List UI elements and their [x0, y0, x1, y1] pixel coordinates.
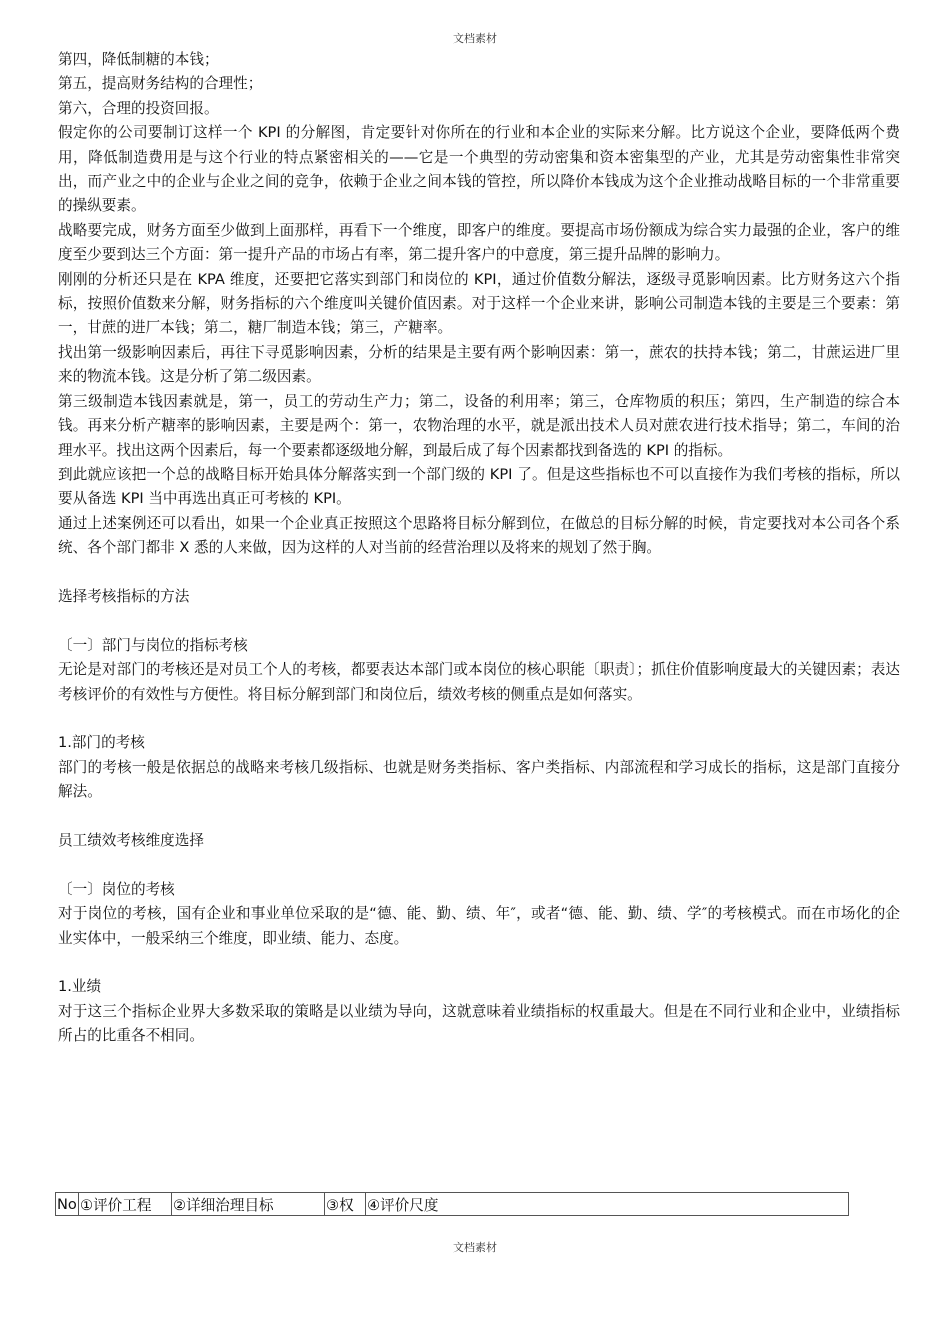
paragraph: 找出第一级影响因素后，再往下寻觅影响因素，分析的结果是主要有两个影响因素：第一，蔗农的扶持本钱；第二，甘蔗运进厂里来的物流本钱。这是分析了第二级因素。 — [58, 343, 900, 386]
paragraph-spacer — [58, 707, 900, 731]
paragraph-spacer — [58, 609, 900, 633]
paragraph: 〔一〕岗位的考核 — [58, 880, 175, 898]
paragraph: 通过上述案例还可以看出，如果一个企业真正按照这个思路将目标分解到位，在做总的目标分解的时候，肯定要找对本公司各个系统、各个部门都非 X 悉的人来做，因为这样的人对当前的经营治理以及将来的规划了然于胸。 — [58, 514, 900, 557]
paragraph-spacer — [58, 805, 900, 829]
paragraph-spacer — [58, 853, 900, 877]
paragraph: 战略要完成，财务方面至少做到上面那样，再看下一个维度，即客户的维度。要提高市场份额成为综合实力最强的企业，客户的维度至少要到达三个方面：第一提升产品的市场占有率，第二提升客户的中意度，第三提升品牌的影响力。 — [58, 221, 900, 264]
paragraph: 刚刚的分析还只是在 KPA 维度，还要把它落实到部门和岗位的 KPI，通过价值数分解法，逐级寻觅影响因素。比方财务这六个指标，按照价值数来分解，财务指标的六个维度叫关键价值因素。对于这样一个企业来讲，影响公司制造本钱的主要是三个要素：第一，甘蔗的进厂本钱；第二，糖厂制造本钱；第三，产糖率。 — [58, 270, 900, 337]
paragraph: 1.部门的考核 — [58, 734, 145, 752]
page-header: 文档素材 — [453, 32, 497, 45]
table-header-no: No — [56, 1193, 79, 1216]
table-header-scale: ④评价尺度 — [366, 1193, 849, 1216]
paragraph: 对于岗位的考核，国有企业和事业单位采取的是“德、能、勤、绩、年″，或者“德、能、勤、绩、学″的考核模式。而在市场化的企业实体中，一般采纳三个维度，即业绩、能力、态度。 — [58, 905, 900, 947]
table-header-item: ①评价工程 — [79, 1193, 172, 1216]
paragraph-spacer — [58, 561, 900, 585]
paragraph: 选择考核指标的方法 — [58, 587, 190, 605]
paragraph: 第五，提高财务结构的合理性； — [58, 75, 263, 93]
paragraph: 第四，降低制糖的本钱； — [58, 51, 219, 68]
document-body — [58, 48, 900, 1049]
paragraph: 假定你的公司要制订这样一个 KPI 的分解图，肯定要针对你所在的行业和本企业的实际来分解。比方说这个企业，要降低两个费用，降低制造费用是与这个行业的特点紧密相关的——它是一个典型的劳动密集和资本密集型的产业，尤其是劳动密集性非常突出，而产业之中的企业与企业之间的竞争，依赖于企业之间本钱的管控，所以降价本钱成为这个企业推动战略目标的一个非常重要的操纵要素。 — [58, 124, 900, 215]
page-footer: 文档素材 — [453, 1241, 497, 1254]
table-header-weight: ③权 — [325, 1193, 366, 1216]
paragraph: 部门的考核一般是依据总的战略来考核几级指标、也就是财务类指标、客户类指标、内部流程和学习成长的指标，这是部门直接分解法。 — [58, 758, 900, 801]
paragraph: 1.业绩 — [58, 978, 102, 996]
table-header-target: ②详细治理目标 — [172, 1193, 325, 1216]
table-header-row — [56, 1193, 849, 1216]
paragraph: 对于这三个指标企业界大多数采取的策略是以业绩为导向，这就意味着业绩指标的权重最大。但是在不同行业和企业中，业绩指标所占的比重各不相同。 — [58, 1002, 900, 1045]
paragraph-spacer — [58, 951, 900, 975]
paragraph: 第六，合理的投资回报。 — [58, 99, 219, 117]
paragraph: 到此就应该把一个总的战略目标开始具体分解落实到一个部门级的 KPI 了。但是这些指标也不可以直接作为我们考核的指标，所以要从备选 KPI 当中再选出真正可考核的 KPI。 — [58, 465, 900, 508]
paragraph: 〔一〕部门与岗位的指标考核 — [58, 636, 248, 654]
criteria-table — [55, 1192, 849, 1216]
paragraph: 无论是对部门的考核还是对员工个人的考核，都要表达本部门或本岗位的核心职能〔职责〕；抓住价值影响度最大的关键因素；表达考核评价的有效性与方便性。将目标分解到部门和岗位后，绩效考核的侧重点是如何落实。 — [58, 661, 900, 703]
criteria-table-wrap — [55, 1192, 849, 1216]
paragraph: 员工绩效考核维度选择 — [58, 831, 204, 849]
paragraph: 第三级制造本钱因素就是，第一，员工的劳动生产力；第二，设备的利用率；第三，仓库物质的积压；第四，生产制造的综合本钱。再来分析产糖率的影响因素，主要是两个：第一，农物治理的水平，就是派出技术人员对蔗农进行技术指导；第二，车间的治理水平。找出这两个因素后，每一个要素都逐级地分解，到最后成了每个因素都找到备选的 KPI 的指标。 — [58, 392, 900, 459]
